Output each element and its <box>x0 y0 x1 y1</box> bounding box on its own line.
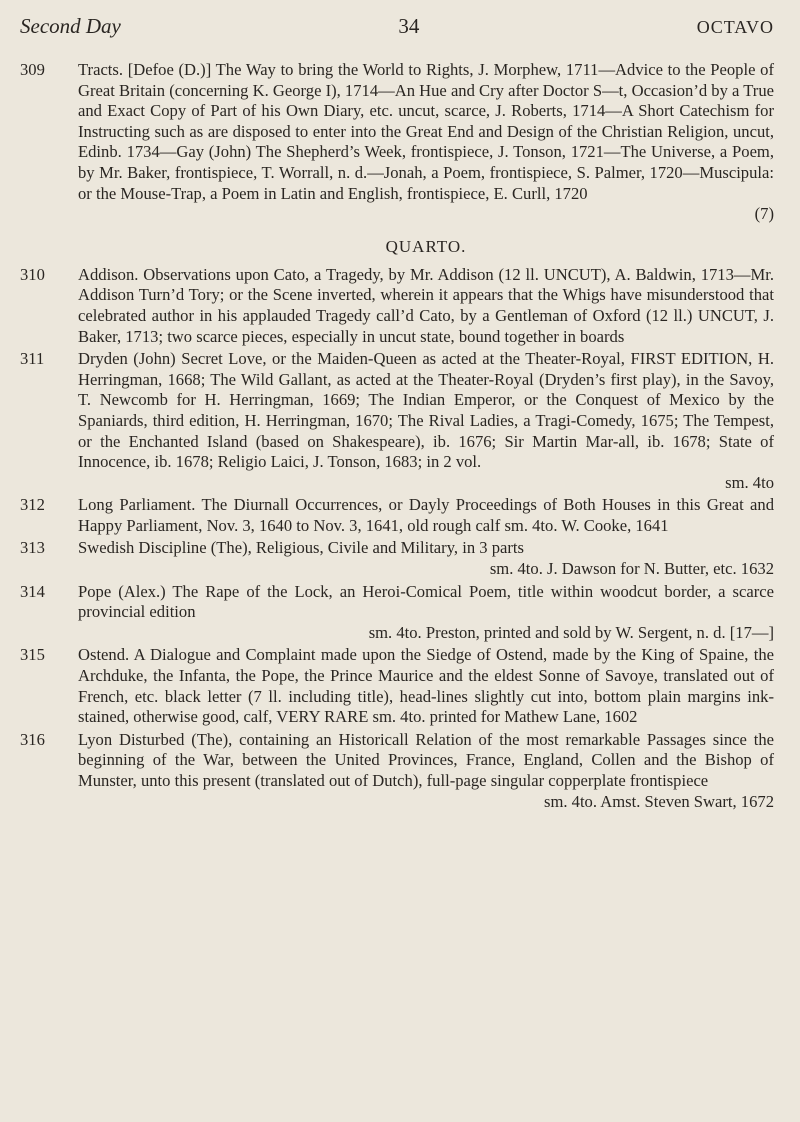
lot-description: Swedish Discipline (The), Religious, Civile and Military, in 3 parts <box>78 538 524 558</box>
lot-description: Addison. Observations upon Cato, a Tragedy, by Mr. Addison (12 ll. UNCUT), A. Baldwin, 1713—Mr. Addison Turn’d Tory; or the Scene inverted, wherein it appears that the Whigs have misunderstood that celebrated author in his applauded Tragedy call’d Cato, by a Gentleman of Oxford (12 ll.) UNCUT, J. Baker, 1713; two scarce pieces, especially in uncut state, bound together in boards <box>78 264 774 346</box>
lot-tail: sm. 4to. Amst. Steven Swart, 1672 <box>543 791 774 811</box>
lot-description: Ostend. A Dialogue and Complaint made upon the Siedge of Ostend, made by the King of Spaine, the Archduke, the Infanta, the Pope, the Prince Maurice and the eldest Sonne of Savoye, translated out of French, etc. black letter (7 ll. including title), head-lines slightly cut into, bottom plain margins ink-stained, otherwise good, calf, VERY RARE sm. 4to. printed for Mathew Lane, 1602 <box>78 645 774 727</box>
lot-number: 309 <box>20 60 45 79</box>
header-format: OCTAVO <box>696 17 774 37</box>
section-heading: QUARTO. <box>385 236 467 256</box>
lot-entry <box>20 495 774 536</box>
lot-list <box>20 60 774 812</box>
lot-number: 315 <box>20 645 45 665</box>
lot-description: Lyon Disturbed (The), containing an Historicall Relation of the most remarkable Passages since the beginning of the War, between the United Provinces, France, England, Collen and the Bishop of Munster, unto this present (translated out of Dutch), full-page singular copperplate frontispiece <box>78 729 774 790</box>
page-number: 34 <box>398 14 420 38</box>
lot-tail: (7) <box>754 204 774 224</box>
lot-description: Long Parliament. The Diurnall Occurrences, or Dayly Proceedings of Both Houses in this Great and Happy Parliament, Nov. 3, 1640 to Nov. 3, 1641, old rough calf sm. 4to. W. Cooke, 1641 <box>78 495 774 535</box>
lot-number: 316 <box>20 729 45 749</box>
lot-description: Pope (Alex.) The Rape of the Lock, an Heroi-Comical Poem, title within woodcut border, a scarce provincial edition <box>78 581 774 622</box>
lot-entry <box>20 60 774 225</box>
lot-tail: sm. 4to <box>725 472 774 492</box>
lot-number: 311 <box>20 349 45 369</box>
lot-number: 310 <box>20 264 45 284</box>
lot-entry <box>20 538 774 579</box>
lot-tail: sm. 4to. J. Dawson for N. Butter, etc. 1632 <box>489 559 774 579</box>
running-head <box>20 14 774 44</box>
lot-number: 313 <box>20 538 45 558</box>
lot-entry <box>20 349 774 493</box>
lot-number: 314 <box>20 581 45 601</box>
lot-entry <box>20 265 774 347</box>
lot-description: Dryden (John) Secret Love, or the Maiden-Queen as acted at the Theater-Royal, FIRST EDITION, H. Herringman, 1668; The Wild Gallant, as acted at the Theater-Royal (Dryden’s first play), in the Savoy, T. Newcomb for H. Herringman, 1669; The Indian Emperor, or the Conquest of Mexico by the Spaniards, third edition, H. Herringman, 1670; The Rival Ladies, a Tragi-Comedy, 1675; The Tempest, or the Enchanted Island (based on Shakespeare), ib. 1676; Sir Martin Mar-all, ib. 1678; State of Innocence, ib. 1678; Religio Laici, J. Tonson, 1683; in 2 vol. <box>78 349 774 472</box>
lot-entry <box>20 730 774 812</box>
lot-entry <box>20 582 774 644</box>
lot-entry <box>20 645 774 727</box>
header-day: Second Day <box>20 14 121 38</box>
lot-number: 312 <box>20 495 45 515</box>
lot-description: Tracts. [Defoe (D.)] The Way to bring the World to Rights, J. Morphew, 1711—Advice to the People of Great Britain (concerning K. George I), 1714—An Hue and Cry after Doctor S—t, Occasion’d by a True and Exact Copy of Part of his Own Diary, etc. uncut, scarce, J. Roberts, 1714—A Short Catechism for Instructing such as are disposed to enter into the Great End and Design of the Christian Religion, uncut, Edinb. 1734—Gay (John) The Shepherd’s Week, frontispiece, J. Tonson, 1721—The Universe, a Poem, by Mr. Baker, frontispiece, T. Worrall, n. d.—Jonah, a Poem, frontispiece, S. Palmer, 1720—Muscipula: or the Mouse-Trap, a Poem in Latin and English, frontispiece, E. Curll, 1720 <box>78 60 774 203</box>
lot-tail: sm. 4to. Preston, printed and sold by W. Sergent, n. d. [17—] <box>368 622 774 642</box>
